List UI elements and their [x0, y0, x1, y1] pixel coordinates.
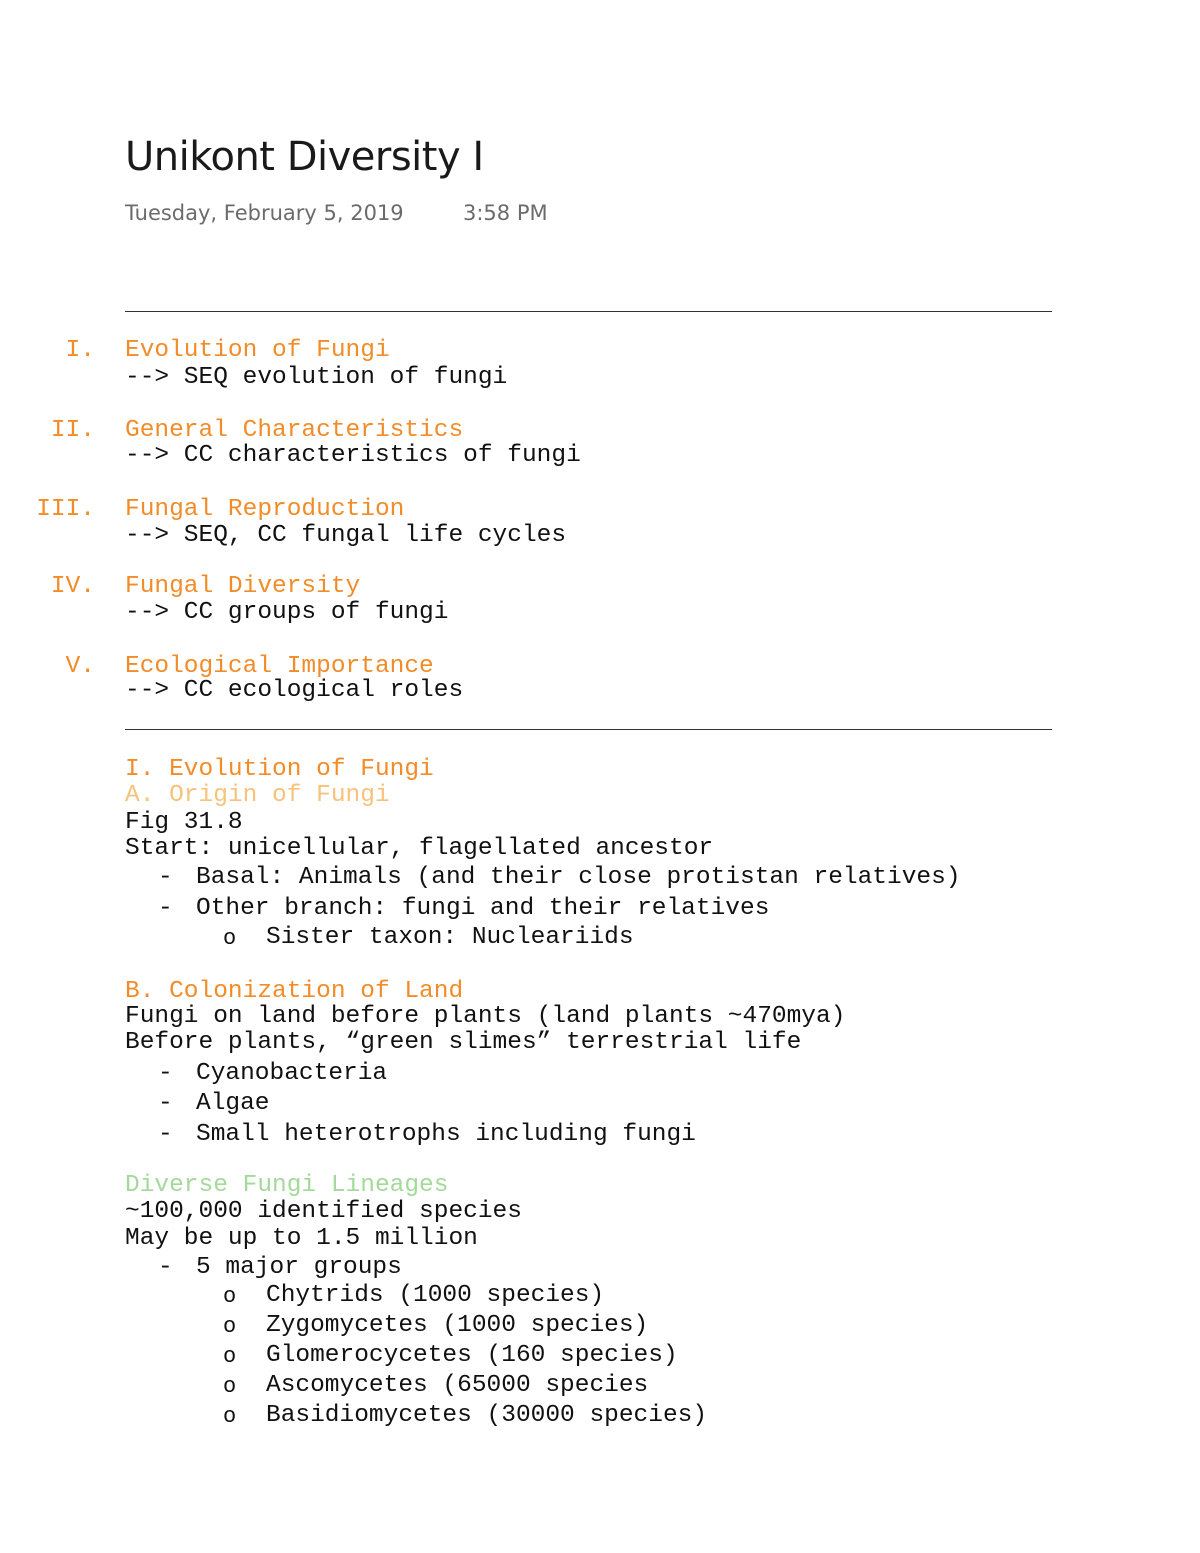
outline-numeral-4: IV. [50, 573, 95, 600]
subsection-a-heading: A. Origin of Fungi [125, 782, 390, 809]
dash-bullet: - [158, 895, 173, 922]
dash-bullet: - [158, 864, 173, 891]
divider-bottom [125, 729, 1052, 730]
note-time: 3:58 PM [463, 201, 548, 225]
circle-bullet: o [223, 1374, 237, 1399]
note-date: Tuesday, February 5, 2019 [125, 201, 404, 225]
dash-bullet: - [158, 1121, 173, 1148]
subsection-b-bullet-3: Small heterotrophs including fungi [196, 1121, 696, 1148]
outline-numeral-5: V. [65, 653, 95, 680]
subsection-b-heading: B. Colonization of Land [125, 978, 464, 1005]
lineages-line-1: ~100,000 identified species [125, 1198, 522, 1225]
subsection-b-line-1: Fungi on land before plants (land plants ~470mya) [125, 1003, 846, 1030]
outline-numeral-1: I. [65, 337, 95, 364]
dash-bullet: - [158, 1254, 173, 1281]
outline-heading-3: Fungal Reproduction [125, 496, 405, 523]
dash-bullet: - [158, 1060, 173, 1087]
outline-detail-3: --> SEQ, CC fungal life cycles [125, 522, 567, 549]
lineages-subbullet-4: Ascomycetes (65000 species [266, 1372, 649, 1399]
lineages-bullet-1: 5 major groups [196, 1254, 402, 1281]
lineages-subbullet-3: Glomerocycetes (160 species) [266, 1342, 678, 1369]
subsection-a-subbullet-1: Sister taxon: Nucleariids [266, 924, 634, 951]
subsection-a-line-2: Start: unicellular, flagellated ancestor [125, 835, 714, 862]
lineages-subbullet-5: Basidiomycetes (30000 species) [266, 1402, 708, 1429]
outline-heading-5: Ecological Importance [125, 653, 434, 680]
subsection-b-line-2: Before plants, “green slimes” terrestrial life [125, 1029, 802, 1056]
subsection-b-bullet-2: Algae [196, 1090, 270, 1117]
lineages-subbullet-2: Zygomycetes (1000 species) [266, 1312, 649, 1339]
lineages-heading: Diverse Fungi Lineages [125, 1172, 449, 1199]
outline-heading-1: Evolution of Fungi [125, 337, 390, 364]
outline-detail-1: --> SEQ evolution of fungi [125, 364, 508, 391]
outline-detail-5: --> CC ecological roles [125, 677, 464, 704]
outline-numeral-3: III. [36, 496, 95, 523]
circle-bullet: o [223, 926, 237, 951]
lineages-line-2: May be up to 1.5 million [125, 1225, 478, 1252]
circle-bullet: o [223, 1344, 237, 1369]
page-title: Unikont Diversity I [125, 134, 484, 180]
dash-bullet: - [158, 1090, 173, 1117]
outline-detail-2: --> CC characteristics of fungi [125, 442, 581, 469]
outline-heading-2: General Characteristics [125, 417, 464, 444]
circle-bullet: o [223, 1284, 237, 1309]
circle-bullet: o [223, 1404, 237, 1429]
subsection-b-bullet-1: Cyanobacteria [196, 1060, 388, 1087]
subsection-a-bullet-2: Other branch: fungi and their relatives [196, 895, 770, 922]
lineages-subbullet-1: Chytrids (1000 species) [266, 1282, 605, 1309]
outline-numeral-2: II. [50, 417, 95, 444]
subsection-a-bullet-1: Basal: Animals (and their close protistan relatives) [196, 864, 961, 891]
section-heading: I. Evolution of Fungi [125, 756, 434, 783]
circle-bullet: o [223, 1314, 237, 1339]
subsection-a-line-1: Fig 31.8 [125, 809, 243, 836]
divider-top [125, 311, 1052, 312]
outline-heading-4: Fungal Diversity [125, 573, 361, 600]
outline-detail-4: --> CC groups of fungi [125, 599, 449, 626]
